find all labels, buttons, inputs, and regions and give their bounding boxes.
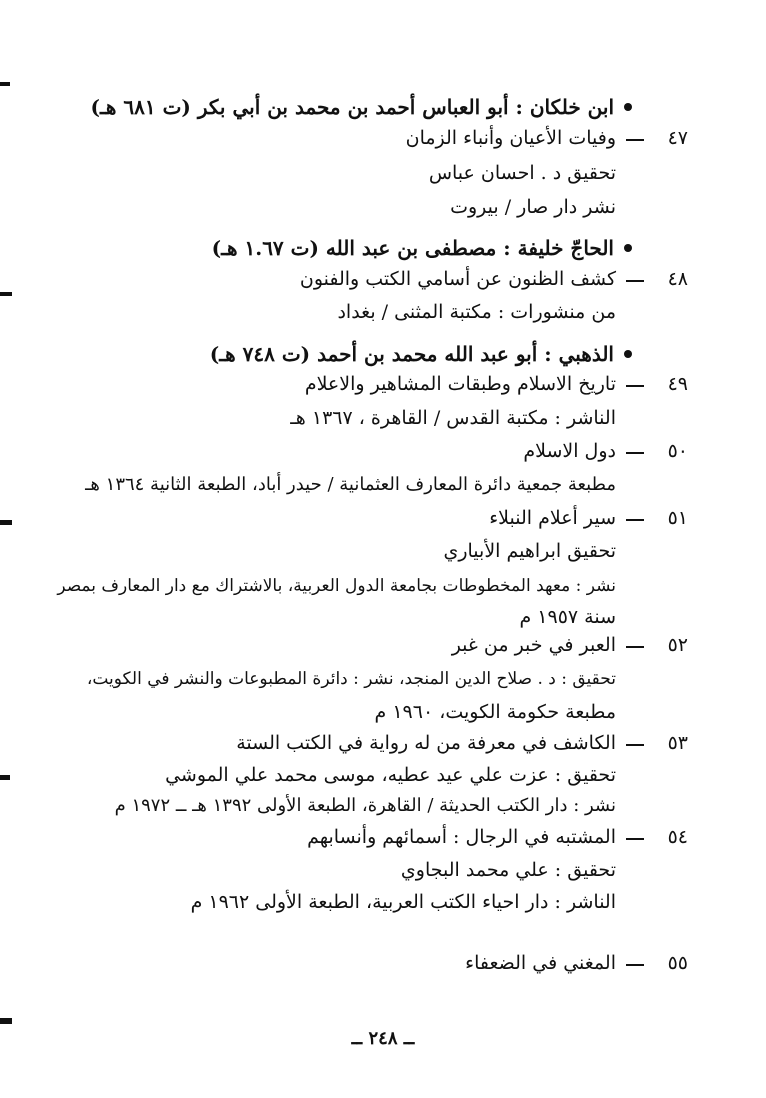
entry-detail: تحقيق : د . صلاح الدين المنجد، نشر : دائرة المطبوعات والنشر في الكويت، [86, 669, 616, 689]
entry-dash [626, 452, 644, 454]
entry-title: المغني في الضعفاء [465, 952, 616, 974]
entry-title: سير أعلام النبلاء [489, 507, 616, 529]
entry-number: ٤٨ [667, 268, 688, 290]
author-heading: الحاجّ خليفة : مصطفى بن عبد الله (ت ١.٦٧ هـ) [211, 236, 614, 260]
entry-dash [626, 646, 644, 648]
entry-dash [626, 139, 644, 141]
entry-title: دول الاسلام [523, 440, 616, 462]
margin-mark [0, 520, 12, 525]
author-heading: الذهبي : أبو عبد الله محمد بن أحمد (ت ٧٤٨ هـ) [209, 342, 614, 366]
entry-title: العبر في خبر من غبر [451, 634, 616, 656]
entry-dash [626, 744, 644, 746]
entry-dash [626, 838, 644, 840]
entry-number: ٥١ [667, 507, 688, 529]
entry-detail: من منشورات : مكتبة المثنى / بغداد [337, 301, 616, 323]
entry-number: ٤٧ [667, 127, 688, 149]
entry-detail: نشر دار صار / بيروت [450, 196, 616, 218]
entry-title: تاريخ الاسلام وطبقات المشاهير والاعلام [304, 373, 616, 395]
entry-dash [626, 964, 644, 966]
entry-detail: نشر : دار الكتب الحديثة / القاهرة، الطبعة الأولى ١٣٩٢ هـ ــ ١٩٧٢ م [114, 795, 616, 816]
entry-detail: الناشر : مكتبة القدس / القاهرة ، ١٣٦٧ هـ [290, 407, 616, 429]
entry-detail: نشر : معهد المخطوطات بجامعة الدول العربية، بالاشتراك مع دار المعارف بمصر [57, 576, 616, 596]
entry-detail: تحقيق : عزت علي عيد عطيه، موسى محمد علي الموشي [165, 764, 616, 786]
author-bullet [624, 350, 632, 358]
entry-title: كشف الظنون عن أسامي الكتب والفنون [299, 268, 616, 290]
margin-mark [0, 1018, 12, 1024]
entry-number: ٥٠ [667, 440, 688, 462]
margin-mark [0, 82, 10, 86]
entry-title: وفيات الأعيان وأنباء الزمان [405, 127, 616, 149]
author-bullet [624, 244, 632, 252]
entry-detail: سنة ١٩٥٧ م [519, 606, 616, 628]
entry-number: ٤٩ [667, 373, 688, 395]
entry-number: ٥٤ [667, 826, 688, 848]
entry-dash [626, 519, 644, 521]
entry-title: المشتبه في الرجال : أسمائهم وأنسابهم [307, 826, 616, 848]
author-bullet [624, 103, 632, 111]
entry-number: ٥٢ [667, 634, 688, 656]
page-number: ــ ٢٤٨ ــ [351, 1028, 415, 1049]
entry-detail: مطبعة حكومة الكويت، ١٩٦٠ م [374, 701, 616, 723]
entry-dash [626, 385, 644, 387]
margin-mark [0, 775, 10, 780]
entry-number: ٥٥ [667, 952, 688, 974]
entry-detail: مطبعة جمعية دائرة المعارف العثمانية / حيدر أباد، الطبعة الثانية ١٣٦٤ هـ [85, 474, 616, 495]
entry-title: الكاشف في معرفة من له رواية في الكتب الستة [236, 732, 616, 754]
author-heading: ابن خلكان : أبو العباس أحمد بن محمد بن أبي بكر (ت ٦٨١ هـ) [90, 95, 614, 119]
entry-number: ٥٣ [667, 732, 688, 754]
margin-mark [0, 292, 12, 296]
entry-detail: تحقيق ابراهيم الأبياري [443, 540, 616, 562]
entry-detail: تحقيق : علي محمد البجاوي [400, 859, 616, 881]
entry-dash [626, 280, 644, 282]
entry-detail: الناشر : دار احياء الكتب العربية، الطبعة الأولى ١٩٦٢ م [190, 891, 616, 913]
entry-detail: تحقيق د . احسان عباس [428, 162, 616, 184]
